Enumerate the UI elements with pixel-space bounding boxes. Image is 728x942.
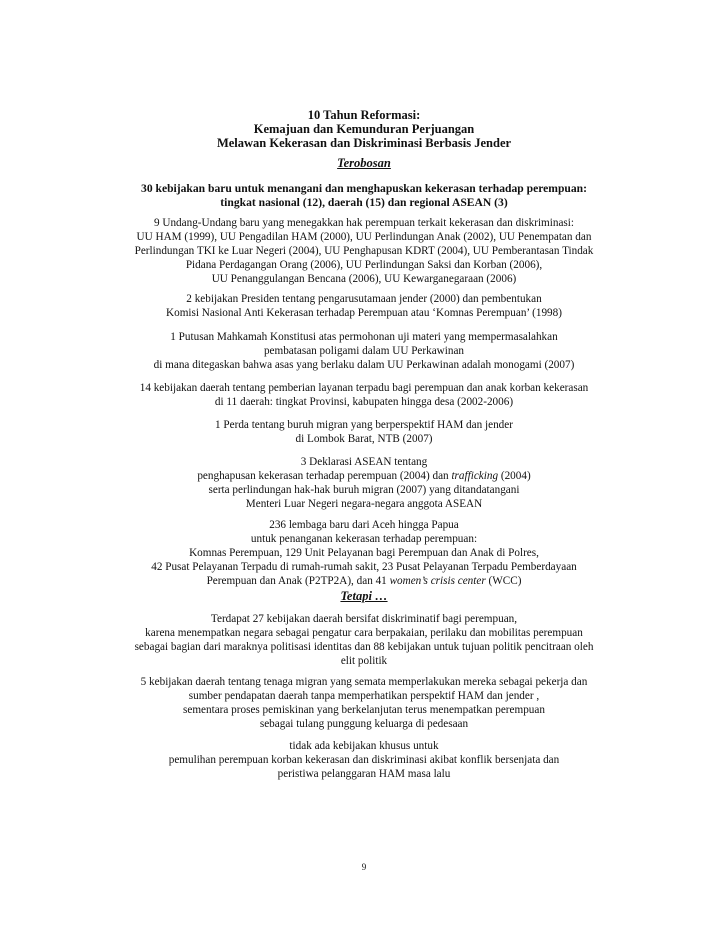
text-line: 1 Perda tentang buruh migran yang berperspektif HAM dan jender	[215, 419, 513, 431]
title-line: Melawan Kekerasan dan Diskriminasi Berbasis Jender	[216, 136, 512, 150]
text-line: di Lombok Barat, NTB (2007)	[295, 433, 433, 445]
paragraph-tenaga-migran	[0, 675, 728, 731]
title-line: 10 Tahun Reformasi:	[307, 108, 421, 122]
text-line: Terdapat 27 kebijakan daerah bersifat diskriminatif bagi perempuan,	[210, 613, 518, 625]
paragraph-kebijakan-diskriminatif	[0, 612, 728, 668]
text-span: penghapusan kekerasan terhadap perempuan (2004) dan	[197, 470, 452, 482]
intro-paragraph	[0, 182, 728, 210]
text-span: (WCC)	[485, 575, 522, 587]
text-line: untuk penanganan kekerasan terhadap perempuan:	[250, 533, 478, 545]
paragraph-kebijakan-presiden	[0, 292, 728, 320]
paragraph-kebijakan-daerah	[0, 381, 728, 409]
italic-text: women’s crisis center	[389, 575, 486, 587]
text-line: 3 Deklarasi ASEAN tentang	[300, 456, 428, 468]
text-span: Perempuan dan Anak (P2TP2A), dan 41	[206, 575, 390, 587]
text-line: di mana ditegaskan bahwa asas yang berlaku dalam UU Perkawinan adalah monogami (2007)	[153, 359, 575, 371]
text-line: UU HAM (1999), UU Pengadilan HAM (2000), UU Perlindungan Anak (2002), UU Penempatan dan	[136, 231, 592, 243]
text-line: sebagai bagian dari maraknya politisasi identitas dan 88 kebijakan untuk tujuan politik pencitraan oleh	[134, 641, 594, 653]
paragraph-tidak-ada-kebijakan	[0, 739, 728, 781]
text-line: 2 kebijakan Presiden tentang pengarusutamaan jender (2000) dan pembentukan	[186, 293, 542, 305]
title-line: Kemajuan dan Kemunduran Perjuangan	[253, 122, 475, 136]
text-line: sumber pendapatan daerah tanpa memperhatikan perspektif HAM dan jender ,	[188, 690, 540, 702]
text-line: Perlindungan TKI ke Luar Negeri (2004), UU Penghapusan KDRT (2004), UU Pemberantasan Tindak	[134, 245, 594, 257]
text-line: serta perlindungan hak-hak buruh migran (2007) yang ditandatangani	[208, 484, 520, 496]
document-title	[0, 108, 728, 150]
text-line: 30 kebijakan baru untuk menangani dan menghapuskan kekerasan terhadap perempuan:	[141, 182, 587, 195]
text-line: 236 lembaga baru dari Aceh hingga Papua	[269, 519, 459, 531]
text-line: Menteri Luar Negeri negara-negara anggota ASEAN	[245, 498, 483, 510]
text-line: UU Penanggulangan Bencana (2006), UU Kewarganegaraan (2006)	[211, 273, 517, 285]
text-line: Pidana Perdagangan Orang (2006), UU Perlindungan Saksi dan Korban (2006),	[185, 259, 543, 271]
text-line: sementara proses pemiskinan yang berkelanjutan terus menempatkan perempuan	[183, 704, 545, 716]
text-line: Komisi Nasional Anti Kekerasan terhadap Perempuan atau ‘Komnas Perempuan’ (1998)	[166, 307, 562, 319]
text-span: (2004)	[498, 470, 531, 482]
text-line: 14 kebijakan daerah tentang pemberian layanan terpadu bagi perempuan dan anak korban kekerasan	[139, 382, 589, 394]
italic-text: trafficking	[451, 470, 499, 482]
section-heading-terobosan: Terobosan	[337, 156, 391, 170]
page-number: 9	[361, 862, 367, 872]
text-line: 42 Pusat Pelayanan Terpadu di rumah-rumah sakit, 23 Pusat Pelayanan Terpadu Pemberdayaan	[151, 561, 577, 573]
section-heading-tetapi: Tetapi …	[340, 589, 388, 603]
text-line: tidak ada kebijakan khusus untuk	[289, 740, 439, 752]
text-line: pembatasan poligami dalam UU Perkawinan	[263, 345, 465, 357]
text-line: elit politik	[340, 655, 388, 667]
text-line: karena menempatkan negara sebagai pengatur cara berpakaian, perilaku dan mobilitas perempuan	[145, 627, 583, 639]
text-line	[0, 469, 728, 483]
text-line: Komnas Perempuan, 129 Unit Pelayanan bagi Perempuan dan Anak di Polres,	[189, 547, 539, 559]
paragraph-putusan-mk	[0, 330, 728, 372]
text-line: di 11 daerah: tingkat Provinsi, kabupaten hingga desa (2002-2006)	[214, 396, 514, 408]
paragraph-lembaga-baru	[0, 518, 728, 588]
text-line	[0, 574, 728, 588]
text-line: 5 kebijakan daerah tentang tenaga migran yang semata memperlakukan mereka sebagai pekerja dan	[140, 676, 588, 688]
text-line: 9 Undang-Undang baru yang menegakkan hak perempuan terkait kekerasan dan diskriminasi:	[153, 217, 574, 229]
text-line: peristiwa pelanggaran HAM masa lalu	[277, 768, 451, 780]
paragraph-deklarasi-asean	[0, 455, 728, 511]
text-line: tingkat nasional (12), daerah (15) dan regional ASEAN (3)	[220, 196, 508, 209]
text-line: 1 Putusan Mahkamah Konstitusi atas permohonan uji materi yang mempermasalahkan	[170, 331, 558, 343]
text-line: sebagai tulang punggung keluarga di pedesaan	[259, 718, 469, 730]
paragraph-undang-undang	[0, 216, 728, 286]
paragraph-perda-buruh-migran	[0, 418, 728, 446]
text-line: pemulihan perempuan korban kekerasan dan diskriminasi akibat konflik bersenjata dan	[168, 754, 560, 766]
